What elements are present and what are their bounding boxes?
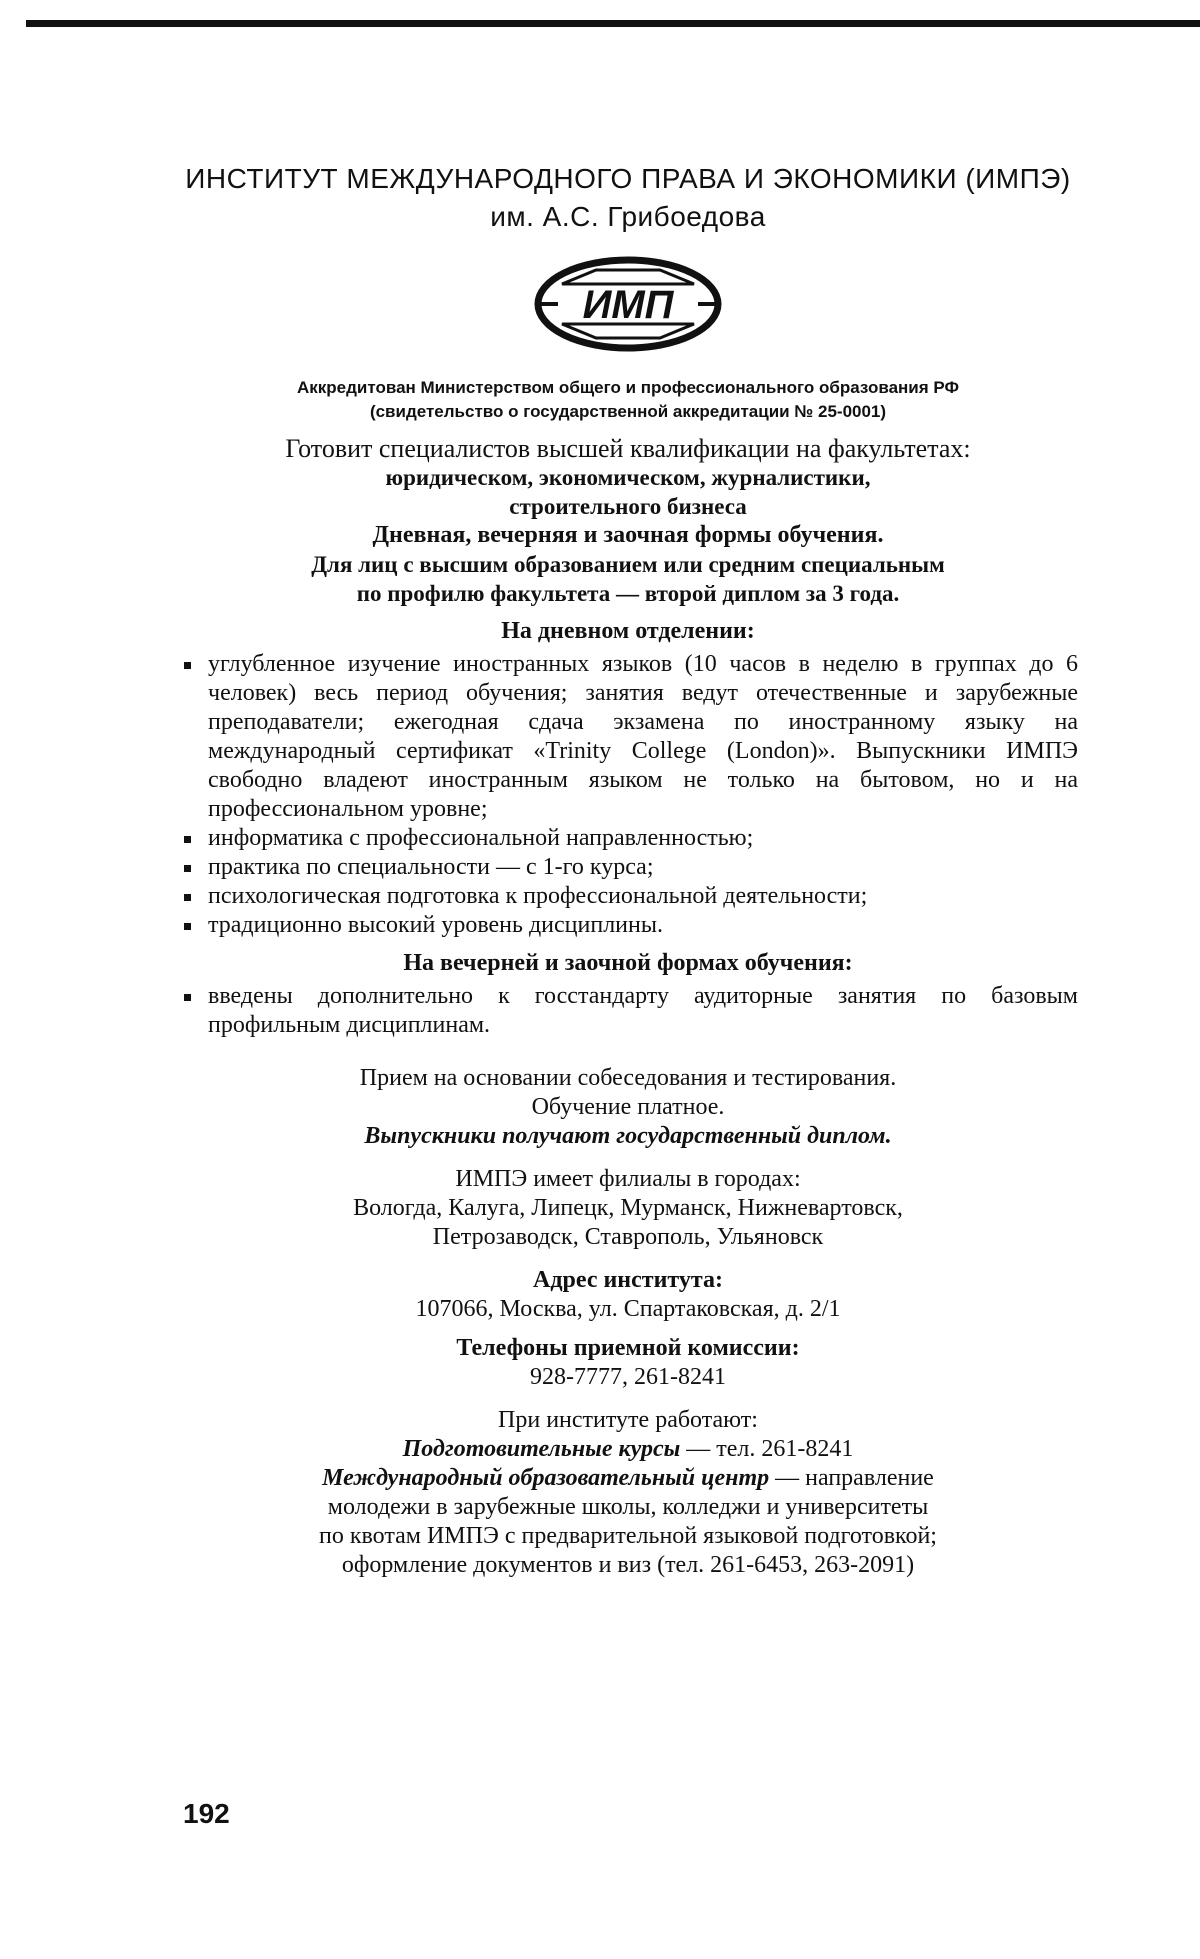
page-number: 192 [183, 1798, 230, 1829]
branches-cities: Вологда, Калуга, Липецк, Мурманск, Нижневартовск, [353, 1195, 903, 1221]
institute-logo [178, 250, 1078, 358]
list-item: информатика с профессиональной направленностью; [178, 824, 1078, 853]
intro-faculties: Готовит специалистов высшей квалификации на факультетах: [285, 434, 971, 463]
address-label: Адрес института: [533, 1267, 723, 1293]
intro-faculties-list-2: строительного бизнеса [509, 494, 747, 519]
phones-block [178, 1334, 1078, 1392]
day-section-title: На дневном отделении: [501, 618, 755, 644]
extras-intro: При институте работают: [498, 1407, 758, 1433]
address-block [178, 1266, 1078, 1324]
tuition-note: Обучение платное. [531, 1094, 725, 1120]
evening-section-title: На вечерней и заочной формах обучения: [403, 950, 853, 976]
branches-intro: ИМПЭ имеет филиалы в городах: [455, 1166, 801, 1192]
extras-block [178, 1406, 1078, 1580]
second-diploma-line-2: по профилю факультета — второй диплом за 3 года. [356, 581, 900, 606]
address-value: 107066, Москва, ул. Спартаковская, д. 2/1 [415, 1296, 841, 1322]
phones-label: Телефоны приемной комиссии: [456, 1335, 800, 1361]
diploma-note: Выпускники получают государственный диплом. [364, 1123, 892, 1149]
logo-text: ИМП [582, 283, 674, 327]
page-content [178, 160, 1078, 1580]
courses-name: Подготовительные курсы [402, 1436, 681, 1462]
top-rule [26, 20, 1200, 27]
center-line [178, 1464, 1078, 1493]
institute-title: ИНСТИТУТ МЕЖДУНАРОДНОГО ПРАВА И ЭКОНОМИКИ (ИМПЭ) [185, 163, 1071, 194]
center-desc-2: молодежи в зарубежные школы, колледжи и университеты [327, 1494, 929, 1520]
accreditation-line: Аккредитован Министерством общего и профессионального образования РФ [296, 378, 960, 397]
admission-basis: Прием на основании собеседования и тестирования. [359, 1065, 897, 1091]
intro-faculties-list: юридическом, экономическом, журналистики, [385, 465, 871, 490]
branches-cities-2: Петрозаводск, Ставрополь, Ульяновск [432, 1224, 824, 1250]
institute-named-after: им. А.С. Грибоедова [490, 201, 766, 232]
courses-line [178, 1435, 1078, 1464]
study-forms: Дневная, вечерняя и заочная формы обучения. [372, 522, 884, 548]
center-desc-4: оформление документов и виз (тел. 261-6453, 263-2091) [341, 1552, 915, 1578]
intro-block [178, 434, 1078, 608]
list-item: психологическая подготовка к профессиональной деятельности; [178, 882, 1078, 911]
list-item: углубленное изучение иностранных языков (10 часов в неделю в группах до 6 человек) весь период обучения; занятия ведут отечественные и зарубежные преподаватели; ежегодная сдача экзамена по иностранному языку на международный сертификат «Trinity College (London)». Выпускники ИМПЭ свободно владеют иностранным языком не только на бытовом, но и на профессиональном уровне; [178, 650, 1078, 824]
courses-phone: — тел. 261-8241 [680, 1436, 854, 1462]
phones-value: 928-7777, 261-8241 [530, 1364, 726, 1390]
branches-block [178, 1165, 1078, 1252]
day-section-list [178, 650, 1078, 940]
list-item: практика по специальности — с 1-го курса; [178, 853, 1078, 882]
center-desc: — направление [769, 1465, 934, 1491]
accreditation-certificate: (свидетельство о государственной аккредитации № 25-0001) [369, 402, 887, 421]
list-item: введены дополнительно к госстандарту аудиторные занятия по базовым профильным дисциплинам. [178, 982, 1078, 1040]
center-desc-3: по квотам ИМПЭ с предварительной языковой подготовкой; [319, 1523, 937, 1549]
admission-block [178, 1064, 1078, 1151]
accreditation [178, 376, 1078, 424]
list-item: традиционно высокий уровень дисциплины. [178, 911, 1078, 940]
center-name: Международный образовательный центр [322, 1465, 770, 1491]
evening-section-list [178, 982, 1078, 1040]
second-diploma-line: Для лиц с высшим образованием или средним специальным [311, 552, 945, 577]
